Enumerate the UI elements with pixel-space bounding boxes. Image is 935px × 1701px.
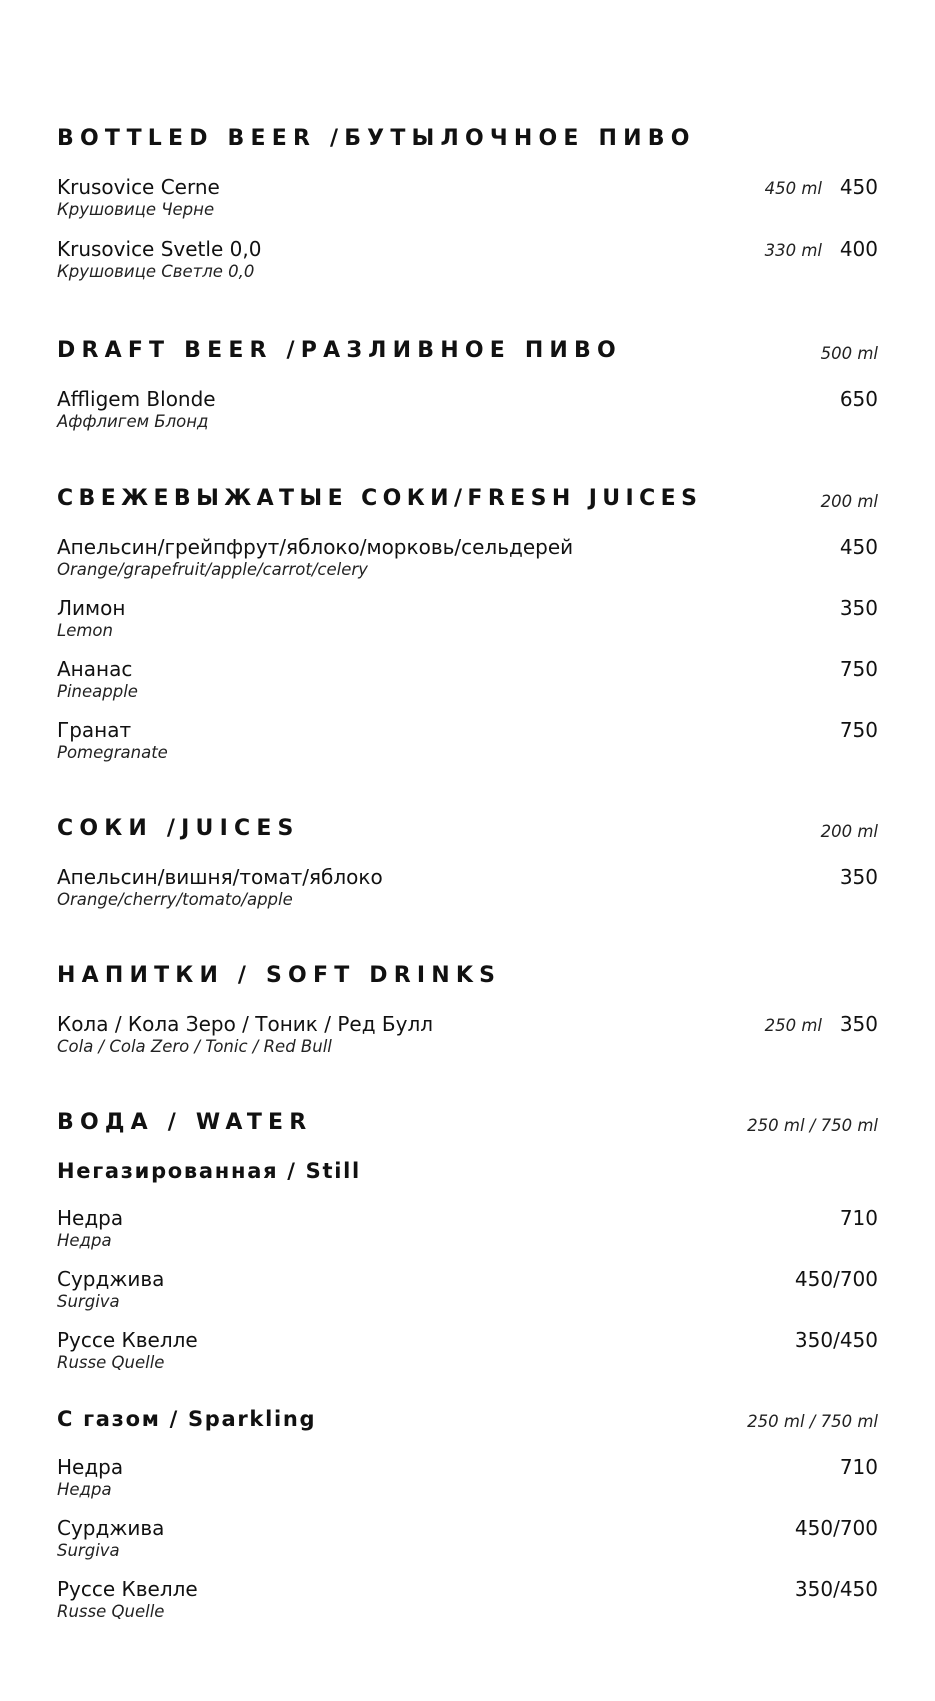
item-name: Руссе Квелле	[57, 1328, 198, 1352]
item-volume: 330 ml	[764, 241, 822, 260]
item-subtitle: Russe Quelle	[57, 1602, 165, 1621]
item-subtitle: Крушовице Светле 0,0	[57, 262, 255, 281]
item-name: Affligem Blonde	[57, 387, 216, 411]
item-price: 400	[839, 237, 878, 261]
item-name: Апельсин/вишня/томат/яблоко	[57, 865, 383, 889]
section-heading-soft-drinks: НАПИТКИ / SOFT DRINKS	[57, 963, 502, 988]
item-price: 750	[839, 657, 878, 681]
item-price: 350	[839, 596, 878, 620]
section-heading-water: ВОДА / WATER	[57, 1110, 313, 1135]
item-subtitle: Крушовице Черне	[57, 200, 215, 219]
item-price: 450/700	[794, 1267, 878, 1291]
item-name: Руссе Квелле	[57, 1577, 198, 1601]
item-subtitle: Orange/cherry/tomato/apple	[57, 890, 293, 909]
item-name: Недра	[57, 1206, 124, 1230]
section-volume: 500 ml	[820, 344, 878, 363]
item-name: Сурджива	[57, 1516, 165, 1540]
item-name: Лимон	[57, 596, 126, 620]
section-volume: 200 ml	[820, 822, 878, 841]
section-heading-bottled-beer: BOTTLED BEER /БУТЫЛОЧНОЕ ПИВО	[57, 126, 696, 151]
section-volume: 200 ml	[820, 492, 878, 511]
item-volume: 450 ml	[764, 179, 822, 198]
subsection-heading-still: Негазированная / Still	[57, 1159, 361, 1183]
item-subtitle: Недра	[57, 1231, 112, 1250]
section-heading-juices: СОКИ /JUICES	[57, 816, 300, 841]
item-price: 750	[839, 718, 878, 742]
section-heading-draft-beer: DRAFT BEER /РАЗЛИВНОЕ ПИВО	[57, 338, 622, 363]
item-subtitle: Cola / Cola Zero / Tonic / Red Bull	[57, 1037, 332, 1056]
item-name: Krusovice Svetle 0,0	[57, 237, 262, 261]
item-price: 350	[839, 865, 878, 889]
section-volume: 250 ml / 750 ml	[747, 1412, 878, 1431]
item-subtitle: Surgiva	[57, 1541, 120, 1560]
item-subtitle: Russe Quelle	[57, 1353, 165, 1372]
item-name: Апельсин/грейпфрут/яблоко/морковь/сельдерей	[57, 535, 574, 559]
item-price: 710	[839, 1206, 878, 1230]
item-name: Ананас	[57, 657, 133, 681]
item-subtitle: Pomegranate	[57, 743, 168, 762]
item-subtitle: Pineapple	[57, 682, 138, 701]
item-price: 450	[839, 175, 878, 199]
item-name: Krusovice Cerne	[57, 175, 220, 199]
item-price: 350/450	[794, 1577, 878, 1601]
item-subtitle: Surgiva	[57, 1292, 120, 1311]
item-price: 650	[839, 387, 878, 411]
item-price: 450	[839, 535, 878, 559]
item-name: Сурджива	[57, 1267, 165, 1291]
item-name: Недра	[57, 1455, 124, 1479]
item-subtitle: Orange/grapefruit/apple/carrot/celery	[57, 560, 368, 579]
item-subtitle: Lemon	[57, 621, 113, 640]
item-name: Гранат	[57, 718, 132, 742]
section-heading-fresh-juices: СВЕЖЕВЫЖАТЫЕ СОКИ/FRESH JUICES	[57, 486, 703, 511]
item-subtitle: Недра	[57, 1480, 112, 1499]
item-name: Кола / Кола Зеро / Тоник / Ред Булл	[57, 1012, 434, 1036]
item-price: 350/450	[794, 1328, 878, 1352]
item-price: 350	[839, 1012, 878, 1036]
item-volume: 250 ml	[764, 1016, 822, 1035]
item-price: 710	[839, 1455, 878, 1479]
item-subtitle: Аффлигем Блонд	[57, 412, 209, 431]
section-volume: 250 ml / 750 ml	[747, 1116, 878, 1135]
item-price: 450/700	[794, 1516, 878, 1540]
subsection-heading-sparkling: С газом / Sparkling	[57, 1407, 317, 1431]
